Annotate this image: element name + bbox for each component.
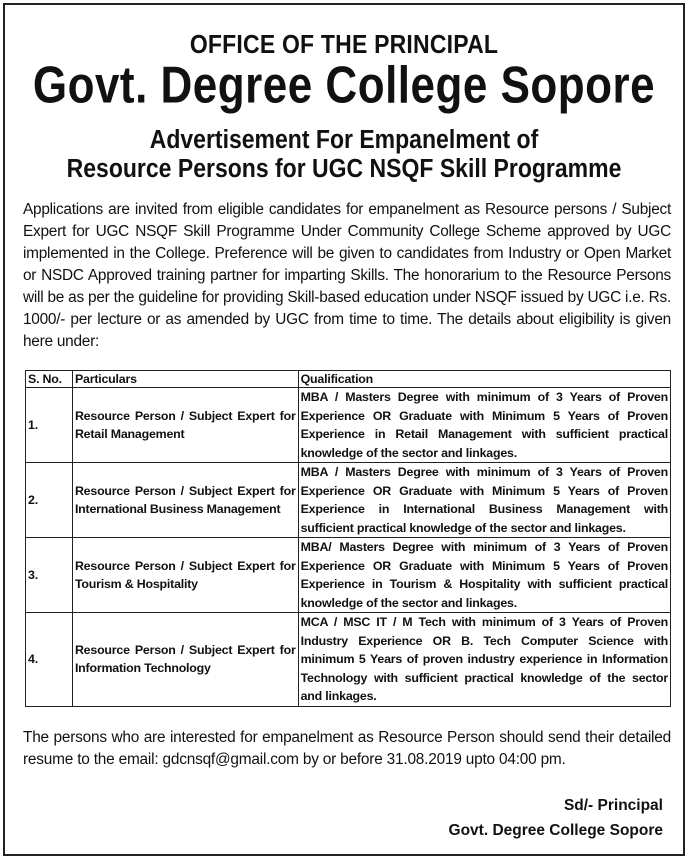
row-qualification: MBA / Masters Degree with minimum of 3 Years of Proven Experience OR Graduate with Minimum 5 Years of Proven Experience in Retail Management with sufficient practical knowledge of the sector and linkages. <box>298 388 670 463</box>
header-qualification: Qualification <box>298 371 670 388</box>
row-qualification: MBA/ Masters Degree with minimum of 3 Years of Proven Experience OR Graduate with Minimum 5 Years of Proven Experience in Tourism & Hospitality with sufficient practical knowledge of the sector and linkages. <box>298 538 670 613</box>
row-particulars: Resource Person / Subject Expert for Information Technology <box>72 613 298 707</box>
row-particulars: Resource Person / Subject Expert for International Business Management <box>72 463 298 538</box>
row-sno: 1. <box>26 388 73 463</box>
row-sno: 4. <box>26 613 73 707</box>
outro-paragraph: The persons who are interested for empanelment as Resource Person should send their detailed resume to the email: gdcnsqf@gmail.com by or before 31.08.2019 upto 04:00 pm. <box>23 729 671 768</box>
header-particulars: Particulars <box>72 371 298 388</box>
college-name: Govt. Degree College Sopore <box>32 56 656 115</box>
table-row <box>26 388 671 463</box>
office-heading: OFFICE OF THE PRINCIPAL <box>189 29 499 59</box>
row-sno: 3. <box>26 538 73 613</box>
advertisement-title-line2: Resource Persons for UGC NSQF Skill Programme <box>66 153 622 183</box>
table-row <box>26 613 671 707</box>
row-particulars: Resource Person / Subject Expert for Tourism & Hospitality <box>72 538 298 613</box>
signature-line2: Govt. Degree College Sopore <box>448 822 663 839</box>
table-row <box>26 538 671 613</box>
advertisement-title-line1: Advertisement For Empanelment of <box>149 124 539 154</box>
row-qualification: MCA / MSC IT / M Tech with minimum of 3 Years of Proven Industry Experience OR B. Tech Computer Science with minimum 5 Years of proven industry experience in Information Technology with sufficient practical knowledge of the sector and linkages. <box>298 613 670 707</box>
table-row <box>26 463 671 538</box>
signature-line1: Sd/- Principal <box>563 797 663 814</box>
eligibility-table <box>25 370 671 707</box>
advertisement-page <box>3 3 685 856</box>
table-header-row <box>26 371 671 388</box>
row-qualification: MBA / Masters Degree with minimum of 3 Years of Proven Experience OR Graduate with Minimum 5 Years of Proven Experience in International Business Management with sufficient practical knowledge of the sector and linkages. <box>298 463 670 538</box>
row-particulars: Resource Person / Subject Expert for Retail Management <box>72 388 298 463</box>
row-sno: 2. <box>26 463 73 538</box>
intro-paragraph: Applications are invited from eligible candidates for empanelment as Resource persons / Subject Expert for UGC NSQF Skill Programme Under Community College Scheme approved by UGC implemented in the College. Preference will be given to candidates from Industry or Open Market or NSDC Approved training partner for imparting Skills. The honorarium to the Resource Persons will be as per the guideline for providing Skill-based education under NSQF issued by UGC i.e. Rs. 1000/- per lecture or as amended by UGC from time to time. The details about eligibility is given here under: <box>23 201 671 350</box>
header-sno: S. No. <box>26 371 73 388</box>
